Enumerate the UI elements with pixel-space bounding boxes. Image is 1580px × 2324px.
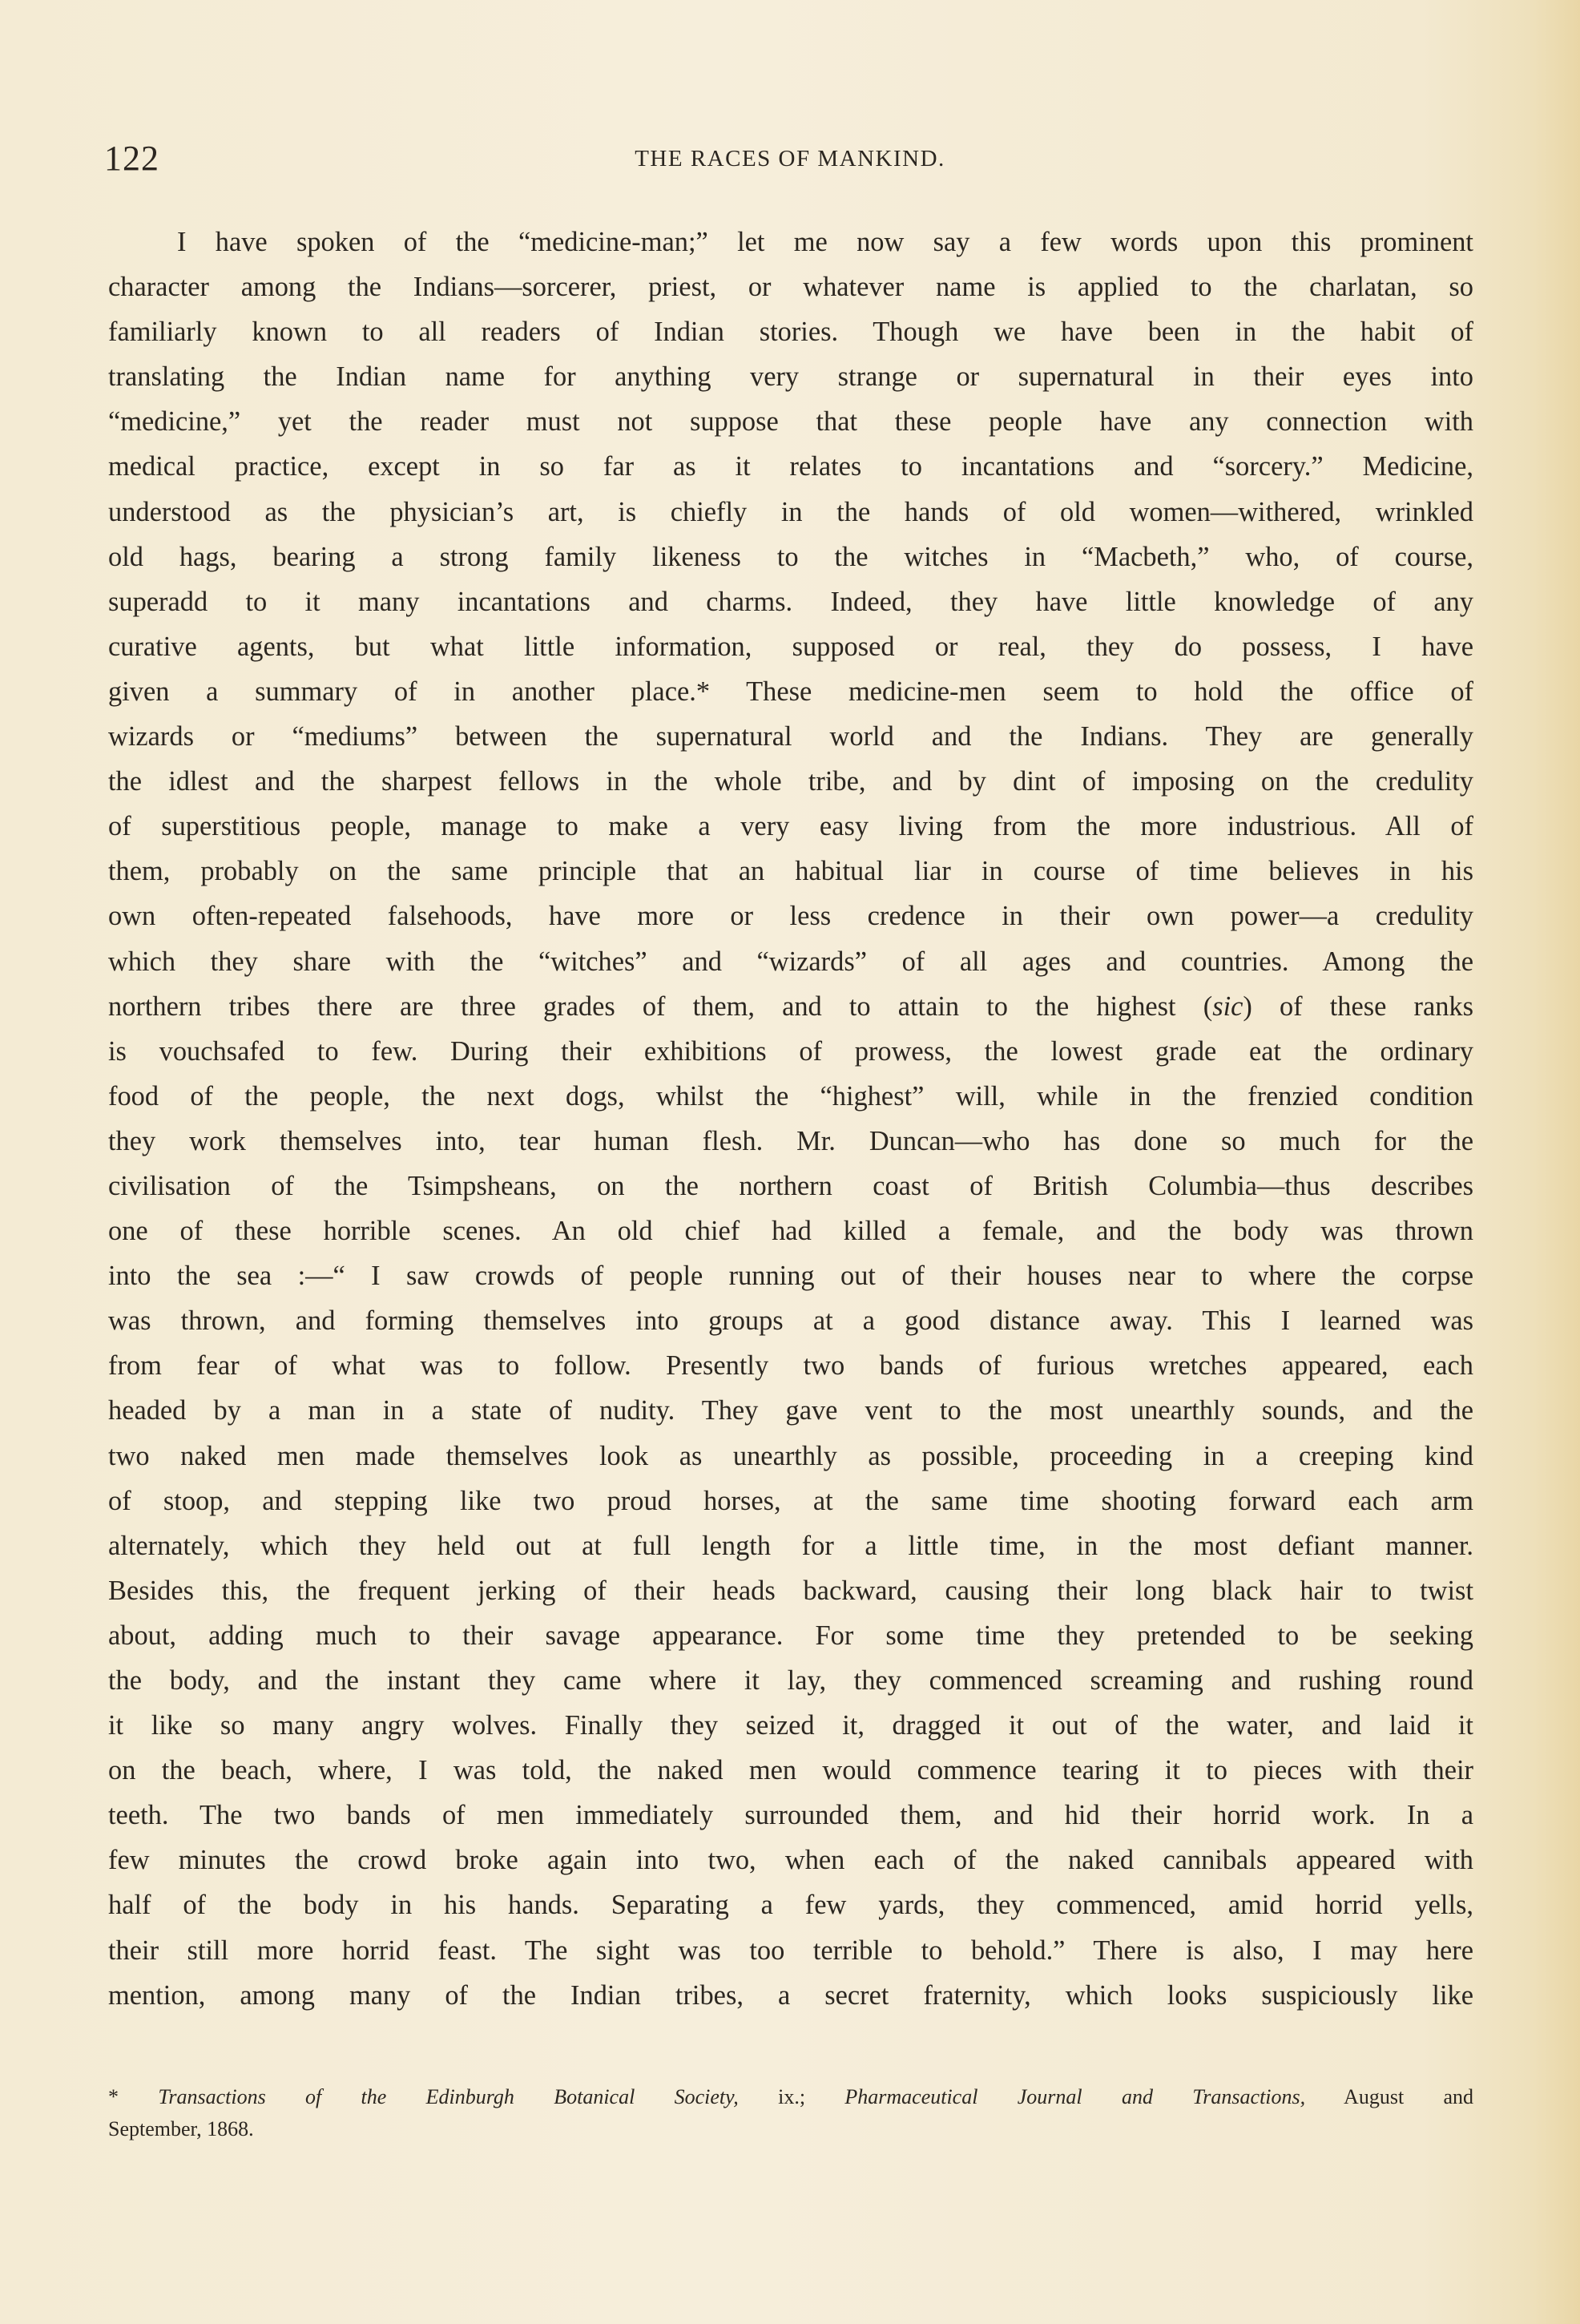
body-line: their still more horrid feast. The sight was too terrible to behold.” There is also, I may here: [108, 1935, 1473, 1966]
body-line: them, probably on the same principle that an habitual liar in course of time believes in his: [108, 856, 1473, 887]
body-line: given a summary of in another place.* These medicine-men seem to hold the office of: [108, 676, 1473, 707]
body-line: civilisation of the Tsimpsheans, on the northern coast of British Columbia—thus describes: [108, 1170, 1473, 1201]
body-line: alternately, which they held out at full length for a little time, in the most defiant manner.: [108, 1530, 1473, 1561]
body-line: northern tribes there are three grades of them, and to attain to the highest (sic) of these ranks: [108, 991, 1473, 1022]
footnote-source-2: Pharmaceutical Journal and Transactions,: [844, 2085, 1306, 2108]
body-line: the body, and the instant they came where it lay, they commenced screaming and rushing round: [108, 1665, 1473, 1696]
running-title: THE RACES OF MANKIND.: [635, 146, 945, 171]
body-line: about, adding much to their savage appearance. For some time they pretended to be seeking: [108, 1620, 1473, 1651]
body-paragraph: [108, 220, 1473, 2018]
body-line: familiarly known to all readers of Indian stories. Though we have been in the habit of: [108, 317, 1473, 348]
body-line: they work themselves into, tear human flesh. Mr. Duncan—who has done so much for the: [108, 1125, 1473, 1156]
body-line: teeth. The two bands of men immediately surrounded them, and hid their horrid work. In a: [108, 1800, 1473, 1831]
body-line: which they share with the “witches” and “wizards” of all ages and countries. Among the: [108, 946, 1473, 977]
body-line: character among the Indians—sorcerer, priest, or whatever name is applied to the charlatan, so: [108, 272, 1473, 303]
body-line: I have spoken of the “medicine-man;” let me now say a few words upon this prominent: [177, 227, 1473, 257]
body-line: is vouchsafed to few. During their exhibitions of prowess, the lowest grade eat the ordinary: [108, 1035, 1473, 1067]
footnote-volume: ix.;: [778, 2085, 806, 2108]
page-number: 122: [104, 139, 159, 178]
body-line: “medicine,” yet the reader must not suppose that these people have any connection with: [108, 406, 1473, 438]
body-line: medical practice, except in so far as it relates to incantations and “sorcery.” Medicine,: [108, 451, 1473, 482]
body-line: two naked men made themselves look as unearthly as possible, proceeding in a creeping kind: [108, 1440, 1473, 1471]
body-line: the idlest and the sharpest fellows in the whole tribe, and by dint of imposing on the credulity: [108, 766, 1473, 797]
body-line: own often-repeated falsehoods, have more or less credence in their own power—a credulity: [108, 901, 1473, 932]
body-line: from fear of what was to follow. Presently two bands of furious wretches appeared, each: [108, 1350, 1473, 1382]
body-line: on the beach, where, I was told, the naked men would commence tearing it to pieces with their: [108, 1755, 1473, 1786]
footnote-date-1: August and: [1344, 2085, 1473, 2108]
body-line: understood as the physician’s art, is chiefly in the hands of old women—withered, wrinkled: [108, 496, 1473, 527]
body-line: half of the body in his hands. Separating a few yards, they commenced, amid horrid yells,: [108, 1890, 1473, 1921]
body-line: it like so many angry wolves. Finally they seized it, dragged it out of the water, and laid it: [108, 1710, 1473, 1741]
body-line: few minutes the crowd broke again into two, when each of the naked cannibals appeared with: [108, 1845, 1473, 1876]
body-line: superadd to it many incantations and charms. Indeed, they have little knowledge of any: [108, 586, 1473, 617]
body-line: headed by a man in a state of nudity. They gave vent to the most unearthly sounds, and the: [108, 1395, 1473, 1426]
body-line: one of these horrible scenes. An old chief had killed a female, and the body was thrown: [108, 1216, 1473, 1247]
footnote-line-2: [108, 2113, 1473, 2145]
body-line: Besides this, the frequent jerking of their heads backward, causing their long black hair to twist: [108, 1575, 1473, 1606]
body-line: curative agents, but what little information, supposed or real, they do possess, I have: [108, 631, 1473, 662]
footnote-line-1: [108, 2081, 1473, 2113]
footnote: [108, 2081, 1473, 2145]
body-line: translating the Indian name for anything very strange or supernatural in their eyes into: [108, 361, 1473, 393]
footnote-source-1: Transactions of the Edinburgh Botanical Society,: [158, 2085, 739, 2108]
body-line: food of the people, the next dogs, whilst the “highest” will, while in the frenzied condition: [108, 1080, 1473, 1112]
body-line: mention, among many of the Indian tribes, a secret fraternity, which looks suspiciously like: [108, 1979, 1473, 2011]
body-line: was thrown, and forming themselves into groups at a good distance away. This I learned was: [108, 1305, 1473, 1337]
footnote-date-2: September, 1868.: [108, 2117, 254, 2140]
sic-emphasis: sic: [1212, 991, 1243, 1022]
body-line: of stoop, and stepping like two proud horses, at the same time shooting forward each arm: [108, 1485, 1473, 1516]
footnote-marker: *: [108, 2085, 119, 2108]
body-line: wizards or “mediums” between the supernatural world and the Indians. They are generally: [108, 721, 1473, 752]
body-line: of superstitious people, manage to make a very easy living from the more industrious. All of: [108, 811, 1473, 842]
body-line: old hags, bearing a strong family likeness to the witches in “Macbeth,” who, of course,: [108, 541, 1473, 572]
body-line: into the sea :—“ I saw crowds of people running out of their houses near to where the corpse: [108, 1261, 1473, 1292]
